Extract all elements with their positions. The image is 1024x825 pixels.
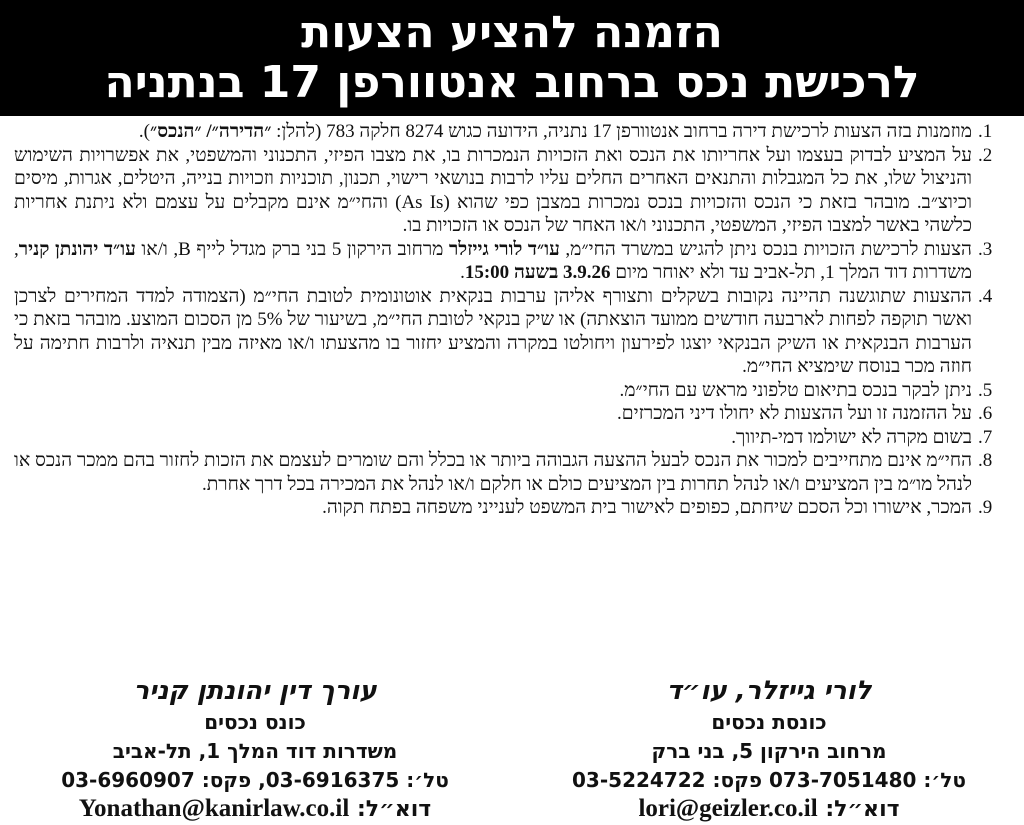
term-number: 6. [978, 403, 993, 424]
term-item-4 [14, 285, 1012, 379]
term-number: 9. [978, 497, 993, 518]
signer-email[interactable]: Yonathan@kanirlaw.co.il [78, 795, 350, 822]
term-number: 3. [978, 238, 993, 260]
term-text-after-3: . [460, 262, 465, 283]
term-text: המכר, אישורו וכל הסכם שיחתם, כפופים לאישור בית המשפט לענייני משפחה בפתח תקוה. [322, 497, 972, 518]
notice-body [14, 120, 1012, 520]
term-number: 8. [978, 450, 993, 471]
term-text: על המציע לבדוק בעצמו ועל אחריותו את הנכס ואת הזכויות הנמכרות בו, את מצבו הפיזי, התכנוני והמשפטי, את אפשרויות השימוש והניצול שלו, את כל המגבלות והתנאים האחרים החלים עליו לרבות בנושאי רישוי, תכנון, תוכניות וזכויות בנייה, היטלים, אגרות, מיסים וכיוצ״ב. מובהר בזאת כי הנכס והזכויות בנכס נמכרות במצבן כפי שהוא (As Is) והחי״מ אינם מקבלים על עצמם ולא ניתנת אחריות כלשהי באשר למצבו הפיזי, המשפטי, התכנוני ו/או האחר של הנכס או הזכויות בו. [14, 144, 972, 236]
term-bold-lawyer-2: עו״ד יהונתן קניר [18, 238, 136, 260]
email-label: דוא״ל: [356, 797, 432, 822]
term-number: 1. [978, 121, 993, 142]
signer-address: מרחוב הירקון 5, בני ברק [651, 739, 887, 763]
term-text-after-2: , משדרות דוד המלך 1, תל-אביב עד ולא יאוחר מיום [14, 238, 972, 283]
term-item-1 [14, 120, 1012, 144]
term-item-9 [14, 496, 1012, 520]
signer-name: לורי גייזלר, עו״ד [666, 676, 872, 706]
term-number: 7. [978, 426, 993, 448]
term-bold-deadline: 3.9.26 בשעה 15:00 [464, 262, 611, 283]
term-item-3 [14, 238, 1012, 285]
term-item-7 [14, 426, 1012, 450]
term-number: 2. [978, 144, 993, 166]
signer-email[interactable]: lori@geizler.co.il [638, 795, 818, 822]
signer-phone: טל׳: 03-6916375, פקס: 03-6960907 [61, 768, 449, 792]
term-item-2 [14, 144, 1012, 238]
term-bold-lawyer-1: עו״ד לורי גייזלר [448, 238, 560, 260]
term-text: בשום מקרה לא ישולמו דמי-תיווך. [731, 426, 972, 448]
signer-address: משדרות דוד המלך 1, תל-אביב [112, 739, 398, 763]
term-item-6 [14, 402, 1012, 426]
term-number: 5. [978, 379, 993, 401]
term-text: החי״מ אינם מתחייבים למכור את הנכס לבעל ההצעה הגבוהה ביותר או בכלל והם שומרים לעצמם את הזכות לחזור בהם ממכר הנכס או לנהל מו״מ בין המציעים ו/או לנהל תחרות בין המציעים כולם או חלקם ו/או לנהל את המכירה בכל דרך אחרת. [14, 450, 972, 495]
signer-role: כונסת נכסים [711, 710, 827, 734]
signature-block-kanir [40, 674, 470, 825]
email-label: דוא״ל: [825, 797, 900, 822]
term-text: ההצעות שתוגשנה תהיינה נקובות בשקלים ותצורף אליהן ערבות בנקאית אוטונומית לטובת החי״מ (הצמודה למדד המחירים לצרכן ואשר תוקפה לפחות לארבעה חודשים ממועד הוצאתה) או שיק בנקאי לטובת החי״מ, בשיעור של 5% מן הסכום המוצע. מובהר בזאת כי הערבות הבנקאית או השיק הבנקאי יוצגו לפירעון ויחולטו במקרה והמציע יחזור בו מהצעתו ו/או מאיזה מבין תנאיה ולרבות חתימה על חוזה מכר בנוסח שימציא החי״מ. [14, 285, 972, 377]
signer-name: עורך דין יהונתן קניר [133, 676, 377, 706]
term-text: ניתן לבקר בנכס בתיאום טלפוני מראש עם החי״מ. [619, 379, 972, 401]
term-bold: ״הדירה״/ ״הנכס״ [150, 121, 272, 142]
title-line-1: הזמנה להציע הצעות [301, 7, 723, 58]
header-banner [0, 0, 1024, 116]
title-line-2: לרכישת נכס ברחוב אנטוורפן 17 בנתניה [104, 57, 920, 108]
term-number: 4. [978, 285, 993, 307]
terms-list [14, 120, 1012, 520]
term-item-5 [14, 379, 1012, 403]
signer-email-line [554, 794, 984, 825]
signer-role: כונס נכסים [204, 710, 306, 734]
term-text: הצעות לרכישת הזכויות בנכס ניתן להגיש במשרד החי״מ, [559, 238, 972, 260]
signer-email-line [40, 794, 470, 825]
signer-phone: טל׳: 073-7051480 פקס: 03-5224722 [572, 768, 966, 792]
term-text: על ההזמנה זו ועל ההצעות לא יחולו דיני המכרזים. [617, 403, 972, 424]
term-text-after: ). [138, 121, 150, 142]
signature-block-geizler [554, 674, 984, 825]
term-text-after: מרחוב הירקון 5 בני ברק מגדל לייף B, ו/או [135, 238, 449, 260]
term-text: מוזמנות בזה הצעות לרכישת דירה ברחוב אנטוורפן 17 נתניה, הידועה כגוש 8274 חלקה 783 (להלן: [271, 121, 972, 142]
term-item-8 [14, 449, 1012, 496]
